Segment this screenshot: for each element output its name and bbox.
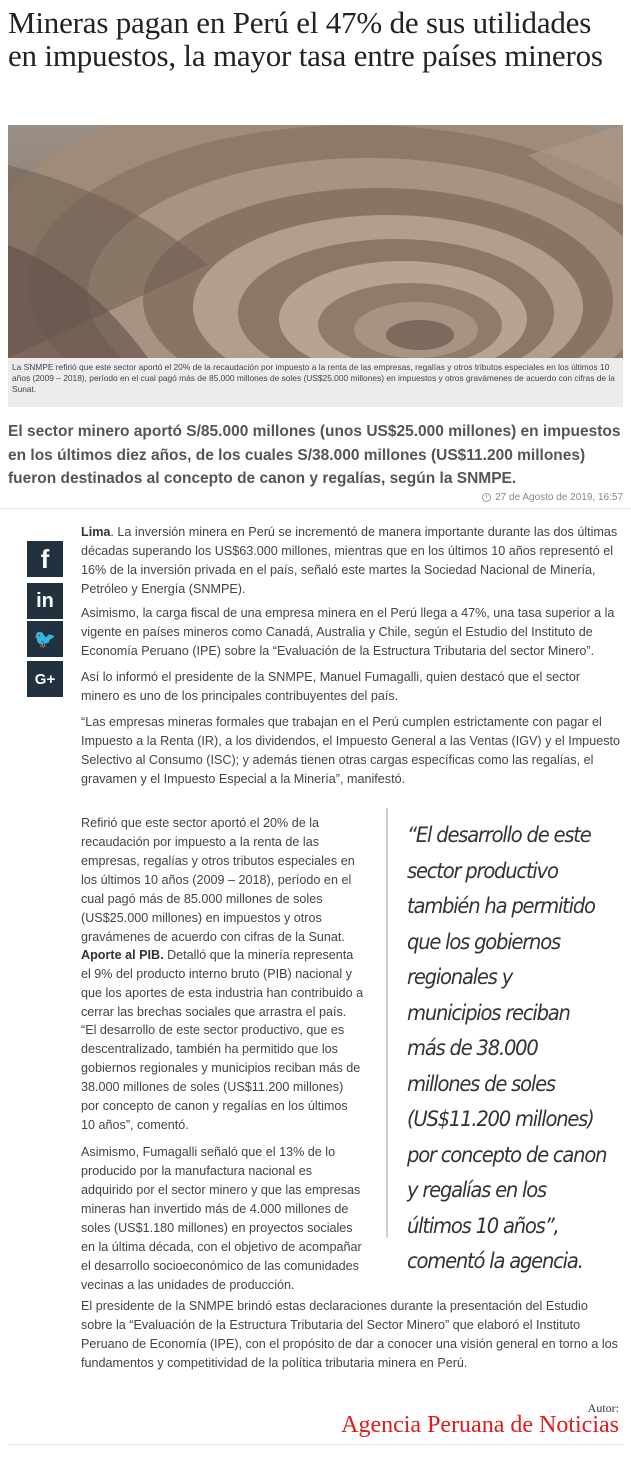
author-agency-link[interactable]: Agencia Peruana de Noticias bbox=[341, 1412, 619, 1438]
paragraph-2: Asimismo, la carga fiscal de una empresa minera en el Perú llega a 47%, una tasa superior a la vigente en países mineros como Canadá, Australia y Chile, según el Estudio del Instituto de Economía Peruano (IPE) sobre la “Evaluación de la Estructura Tributaria del sector Minero”. bbox=[81, 606, 615, 658]
author-label: Autor: bbox=[587, 1401, 619, 1415]
googleplus-icon: G+ bbox=[34, 670, 56, 688]
article-title: Mineras pagan en Perú el 47% de sus utilidades en impuestos, la mayor tasa entre países mineros bbox=[8, 5, 603, 73]
image-caption: La SNMPE refirió que este sector aportó el 20% de la recaudación por impuesto a la renta de las empresas, regalías y otros tributos especiales en los últimos 10 años (2009 – 2018), período en el cual pagó más de 85.000 millones de soles (US$25.000 millones) en impuestos y otros gravámenes de acuerdo con cifras de la Sunat. bbox=[8, 358, 623, 407]
facebook-icon: f bbox=[40, 543, 50, 574]
twitter-icon: 🐦 bbox=[33, 628, 57, 649]
paragraph-6-text: Detalló que la minería representa el 9% del producto interno bruto (PIB) nacional y que los aportes de esta industria han contribuido a cerrar las brechas sociales que arrastra el país. bbox=[81, 948, 364, 1019]
clock-icon bbox=[482, 493, 491, 502]
publish-date bbox=[482, 492, 623, 503]
twitter-share-button[interactable] bbox=[27, 621, 63, 657]
paragraph-6 bbox=[81, 946, 364, 1022]
linkedin-icon: in bbox=[36, 589, 54, 612]
paragraph-5: Refirió que este sector aportó el 20% de la recaudación por impuesto a la renta de las empresas, regalías y otros tributos especiales en los últimos 10 años (2009 – 2018), período en el cual pagó más de 85.000 millones de soles (US$25.000 millones) en impuestos y otros gravámenes de acuerdo con cifras de la Sunat. bbox=[81, 816, 355, 944]
pull-quote: “El desarrollo de este sector productivo también ha permitido que los gobiernos regionales y municipios reciban más de 38.000 millones de soles (US$11.200 millones) por concepto de canon y regalías en los últimos 10 años”, comentó la agencia. bbox=[407, 823, 607, 1273]
paragraph-1-lead: Lima bbox=[81, 525, 111, 539]
publish-date-text: 27 de Agosto de 2019, 16:57 bbox=[495, 492, 623, 503]
googleplus-share-button[interactable] bbox=[27, 661, 63, 697]
paragraph-1 bbox=[81, 523, 621, 599]
paragraph-1-text: . La inversión minera en Perú se incrementó de manera importante durante las dos últimas décadas superando los US$63.000 millones, mientras que en los últimos 10 años representó el 16% de la inversión privada en el país, señaló este martes la Sociedad Nacional de Minería, Petróleo y Energía (SNMPE). bbox=[81, 525, 618, 596]
paragraph-4: “Las empresas mineras formales que trabajan en el Perú cumplen estrictamente con pagar el Impuesto a la Renta (IR), a los dividendos, el Impuesto General a las Ventas (IGV) y el Impuesto Selectivo al Consumo (ISC); y además tienen otras cargas específicas como las regalías, el gravamen y el Impuesto Especial a la Minería”, manifestó. bbox=[81, 715, 620, 786]
divider bbox=[0, 508, 631, 509]
paragraph-8: Asimismo, Fumagalli señaló que el 13% de lo producido por la manufactura nacional es adquirido por el sector minero y que las empresas mineras han invertido más de 4.000 millones de soles (US$1.180 millones) en proyectos sociales en la última década, con el objetivo de acompañar el desarrollo socioeconómico de las comunidades vecinas a las unidades de producción. bbox=[81, 1145, 362, 1292]
pull-quote-bar bbox=[386, 808, 388, 1238]
article-lead: El sector minero aportó S/85.000 millones (unos US$25.000 millones) en impuestos en los últimos diez años, de los cuales S/38.000 millones (US$11.200 millones) fueron destinados al concepto de canon y regalías, según la SNMPE. bbox=[8, 423, 621, 487]
bottom-divider bbox=[8, 1444, 623, 1445]
paragraph-6-lead: Aporte al PIB. bbox=[81, 948, 164, 962]
paragraph-9: El presidente de la SNMPE brindó estas declaraciones durante la presentación del Estudio sobre la “Evaluación de la Estructura Tributaria del Sector Minero” que elaboró el Instituto Peruano de Economía (IPE), con el propósito de dar a conocer una visión general en torno a los fundamentos y competitividad de la política tributaria minera en Perú. bbox=[81, 1299, 618, 1370]
linkedin-share-button[interactable] bbox=[27, 583, 63, 619]
hero-image-open-pit-mine bbox=[8, 125, 623, 358]
mine-illustration bbox=[8, 125, 623, 358]
paragraph-3: Así lo informó el presidente de la SNMPE, Manuel Fumagalli, quien destacó que el sector minero es uno de los principales contribuyentes del país. bbox=[81, 670, 581, 703]
facebook-share-button[interactable] bbox=[27, 541, 63, 577]
paragraph-7: “El desarrollo de este sector productivo, que es descentralizado, también ha permitido que los gobiernos regionales y municipios reciban más de 38.000 millones de soles (US$11.200 millones) por concepto de canon y regalías en los últimos 10 años”, comentó. bbox=[81, 1023, 361, 1132]
